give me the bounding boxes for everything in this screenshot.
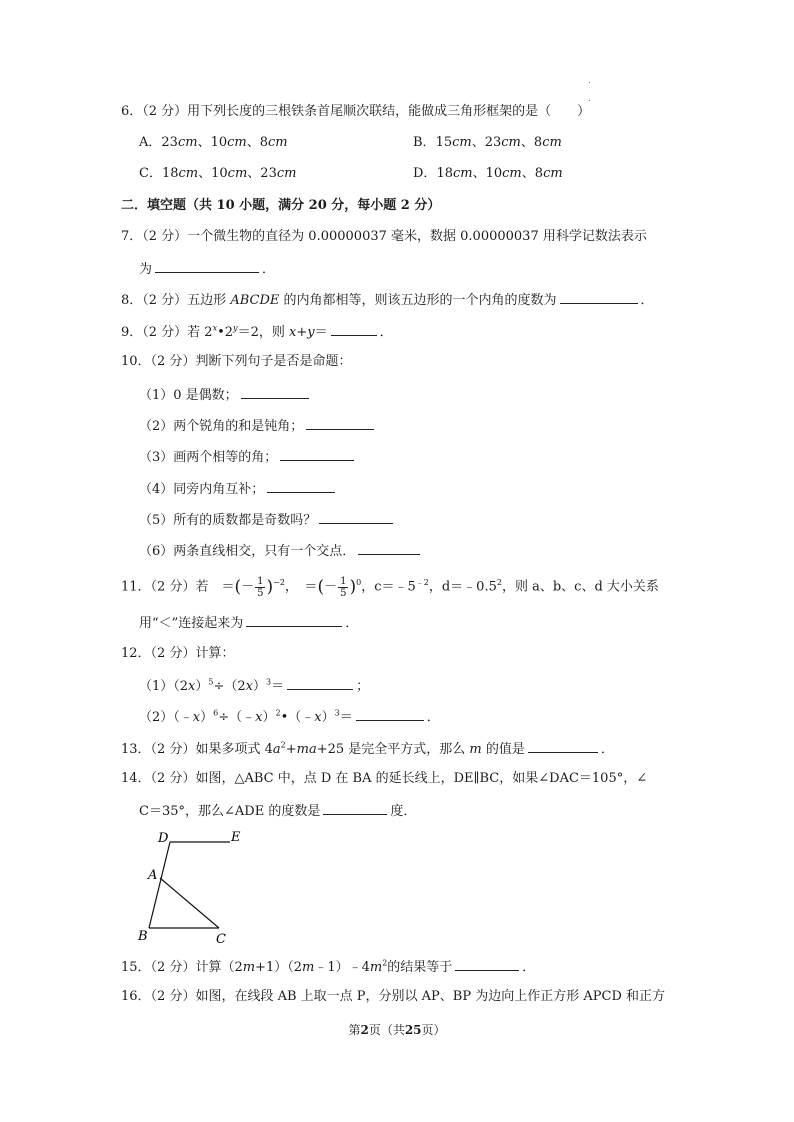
question-7-line2: 为 ．	[139, 259, 275, 279]
q10-item-2: （2）两个锐角的和是钝角；	[139, 416, 377, 436]
question-9: 9．（2 分）若 $2^x•2^y=2$，则 x+y＝ ．	[121, 323, 393, 340]
answer-blank[interactable]	[246, 613, 342, 627]
answer-blank[interactable]	[280, 447, 354, 461]
question-11: 11．（2 分）若 ＝(－ $\frac{1}{5}$ )$^{-2}$， ＝(－ $\frac{1}{5}$ )$^0$，$c=﹣5^{﹣2}$，$d=﹣0.5^2$，则 a、b、c、d 大小关系	[121, 575, 659, 599]
q10-item-3: （3）画两个相等的角；	[139, 447, 357, 467]
question-11-line2: 用“＜”连接起来为 ．	[139, 613, 358, 633]
answer-blank[interactable]	[241, 385, 309, 399]
q6-option-a[interactable]: A．23cm、10cm、8cm	[139, 135, 288, 150]
question-12: 12．（2 分）计算：	[121, 646, 235, 661]
question-13: 13．（2 分）如果多项式 $4a^2+ma+25$ 是完全平方式，那么 m 的值是 ．	[121, 740, 614, 757]
q12-part-2: （2）（﹣x）$^6$÷（﹣x）$^2$•（﹣x）$^3$＝ ．	[139, 708, 440, 725]
answer-blank[interactable]	[455, 957, 519, 971]
q6-option-b[interactable]: B．15cm、23cm、8cm	[413, 135, 562, 150]
answer-blank[interactable]	[528, 739, 598, 753]
section-title: 二．填空题（共 10 小题，满分 20 分，每小题 2 分）	[121, 198, 441, 213]
answer-blank[interactable]	[306, 416, 374, 430]
scan-speck	[589, 82, 590, 83]
label-e: E	[231, 830, 241, 845]
fraction: $\frac{1}{5}$	[257, 575, 264, 599]
label-b: B	[138, 929, 148, 944]
answer-blank[interactable]	[356, 707, 424, 721]
segment-ac	[160, 878, 219, 928]
question-8: 8．（2 分）五边形 ABCDE 的内角都相等，则该五边形的一个内角的度数为 ．	[121, 290, 654, 310]
answer-blank[interactable]	[331, 322, 377, 336]
answer-blank[interactable]	[358, 541, 420, 555]
question-10: 10．（2 分）判断下列句子是否是命题：	[121, 354, 352, 369]
scan-speck	[589, 100, 590, 101]
question-14: 14．（2 分）如图，△ABC 中，点 D 在 BA 的延长线上，DE∥BC，如果∠DAC＝105°，∠	[121, 771, 648, 786]
q12-part-1: $(1)(2x)^5\div(2x)^3=$ ；	[139, 677, 370, 694]
question-6: 6．（2 分）用下列长度的三根铁条首尾顺次联结，能做成三角形框架的是（ ）	[121, 104, 591, 119]
question-16: 16．（2 分）如图，在线段 AB 上取一点 P，分别以 AP、BP 为边向上作正方形 APCD 和正方	[121, 989, 666, 1004]
q10-item-1: （1）0 是偶数；	[139, 385, 312, 405]
answer-blank[interactable]	[560, 290, 638, 304]
q6-option-d[interactable]: D．18cm、10cm、8cm	[413, 166, 563, 181]
fraction: $\frac{1}{5}$	[340, 575, 347, 599]
segment-db	[149, 842, 170, 928]
label-c: C	[216, 932, 226, 946]
q6-option-c[interactable]: C．18cm、10cm、23cm	[139, 166, 297, 181]
answer-blank[interactable]	[323, 801, 387, 815]
answer-blank[interactable]	[267, 479, 335, 493]
q10-item-4: （4）同旁内角互补；	[139, 479, 338, 499]
answer-blank[interactable]	[319, 510, 393, 524]
page-footer: 第2页（共25页）	[348, 1023, 446, 1037]
q10-item-6: （6）两条直线相交，只有一个交点．	[139, 541, 423, 561]
q10-item-5: （5）所有的质数都是奇数吗？	[139, 510, 396, 530]
label-d: D	[158, 831, 169, 846]
answer-blank[interactable]	[155, 259, 259, 273]
triangle-figure	[130, 826, 250, 946]
answer-blank[interactable]	[287, 676, 353, 690]
question-14-line2: C＝35°，那么∠ADE 的度数是 度．	[139, 801, 416, 821]
question-15: 15．（2 分）计算$(2m+1)(2m﹣1)﹣4m^2$的结果等于 ．	[121, 958, 536, 975]
question-7: 7．（2 分）一个微生物的直径为 0.00000037 毫米，数据 0.00000037 用科学记数法表示	[121, 229, 647, 244]
label-a: A	[148, 868, 158, 883]
